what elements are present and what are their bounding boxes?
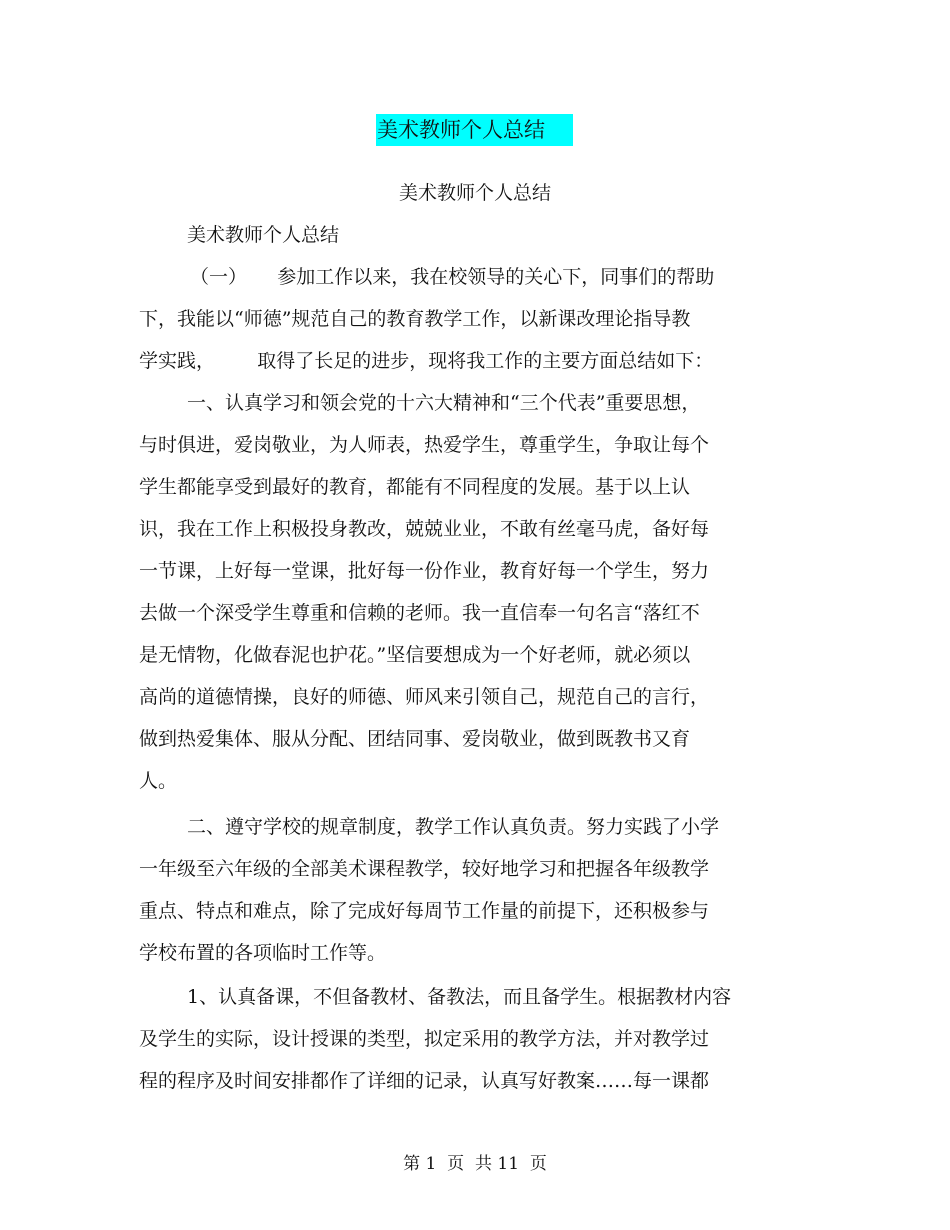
- paragraph-line: 学生都能享受到最好的教育，都能有不同程度的发展。基于以上认: [139, 476, 691, 498]
- paragraph-line: 程的程序及时间安排都作了详细的记录，认真写好教案……每一课都: [139, 1070, 710, 1092]
- paragraph-line: 重点、特点和难点，除了完成好每周节工作量的前提下，还积极参与: [139, 900, 710, 922]
- paragraph-line: 及学生的实际，设计授课的类型，拟定采用的教学方法，并对教学过: [139, 1028, 710, 1050]
- subtitle: 美术教师个人总结: [398, 182, 551, 204]
- paragraph-line: 与时俱进，爱岗敬业，为人师表，热爱学生，尊重学生，争取让每个: [139, 434, 710, 456]
- paragraph-line: 1、认真备课，不但备教材、备教法，而且备学生。根据教材内容: [187, 986, 732, 1008]
- paragraph-line: 一、认真学习和领会党的十六大精神和“三个代表”重要思想，: [187, 392, 701, 414]
- paragraph-line: 一节课，上好每一堂课，批好每一份作业，教育好每一个学生，努力: [139, 560, 710, 582]
- paragraph-line: 是无情物，化做春泥也护花。”坚信要想成为一个好老师，就必须以: [139, 644, 691, 666]
- paragraph-line: （一） 参加工作以来，我在校领导的关心下，同事们的帮助: [190, 266, 715, 288]
- paragraph-line: 去做一个深受学生尊重和信赖的老师。我一直信奉一句名言“落红不: [139, 602, 700, 624]
- heading: 美术教师个人总结: [187, 224, 340, 246]
- paragraph-line: 一年级至六年级的全部美术课程教学，较好地学习和把握各年级教学: [139, 858, 710, 880]
- paragraph-line: 做到热爱集体、服从分配、团结同事、爱岗敬业，做到既教书又育: [139, 728, 691, 750]
- paragraph-line: 下，我能以“师德”规范自己的教育教学工作，以新课改理论指导教: [139, 308, 691, 330]
- paragraph-line: 二、遵守学校的规章制度，教学工作认真负责。努力实践了小学: [187, 816, 720, 838]
- paragraph-line: 识，我在工作上积极投身教改，兢兢业业，不敢有丝毫马虎，备好每: [139, 518, 710, 540]
- paragraph-line: 高尚的道德情操，良好的师德、师风来引领自己，规范自己的言行，: [139, 686, 710, 708]
- highlighted-title: 美术教师个人总结: [376, 114, 573, 146]
- paragraph-line: 学实践， 取得了长足的进步，现将我工作的主要方面总结如下：: [139, 350, 714, 372]
- paragraph-line: 学校布置的各项临时工作等。: [139, 942, 387, 964]
- page-footer: 第 1 页 共 11 页: [403, 1154, 547, 1174]
- paragraph-line: 人。: [139, 770, 178, 792]
